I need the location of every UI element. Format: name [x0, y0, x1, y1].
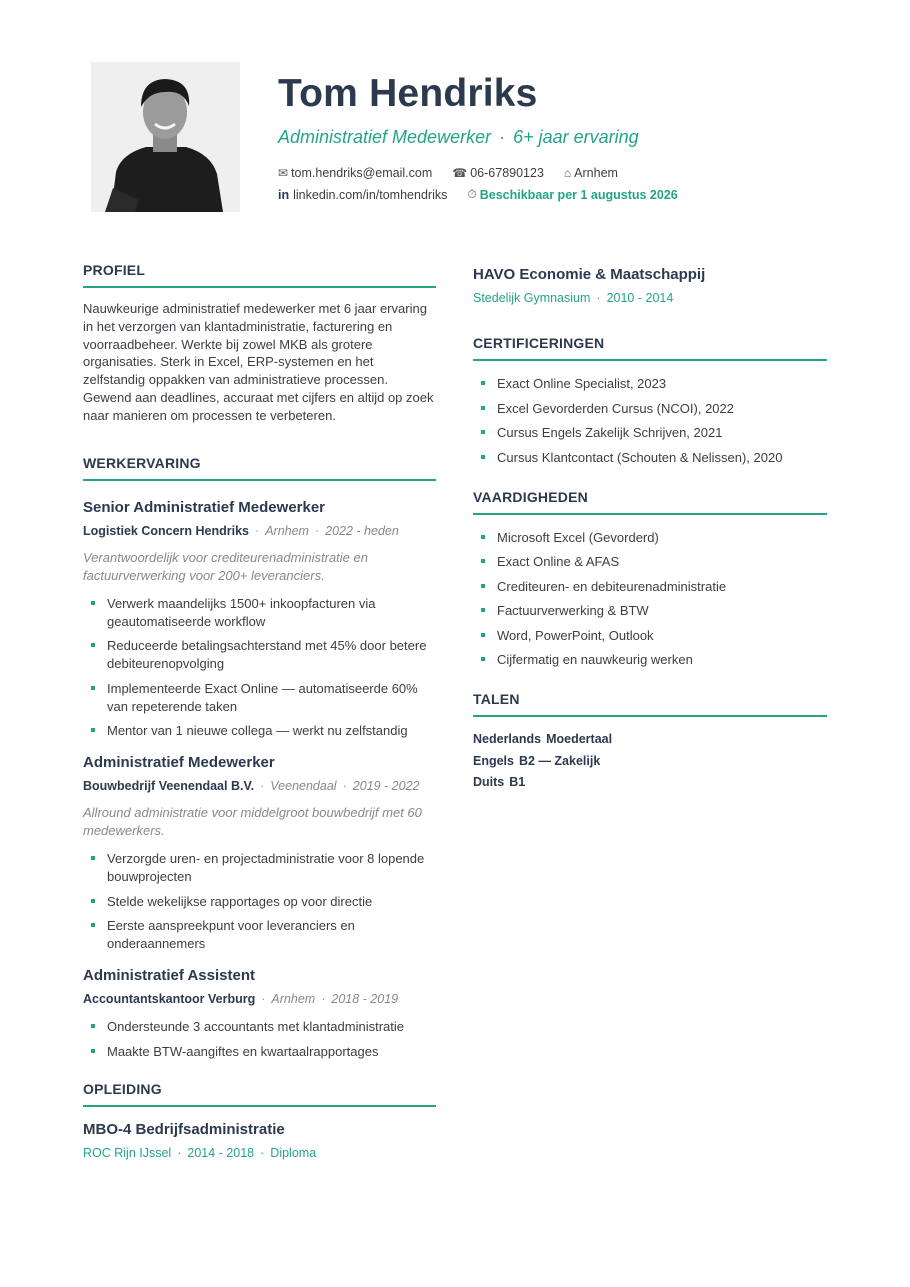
education-period: 2010 - 2014 — [606, 291, 674, 305]
bullet-square-icon — [91, 601, 95, 605]
bullet-square-icon — [481, 430, 485, 434]
bullet-square-icon — [481, 608, 485, 612]
meta-separator: · — [260, 1145, 265, 1160]
education-title: MBO-4 Bedrijfsadministratie — [83, 1120, 285, 1138]
list-item-text: Mentor van 1 nieuwe collega — werkt nu zelfstandig — [107, 723, 408, 739]
phone-icon: ☎ — [452, 166, 468, 180]
language-item — [473, 753, 827, 770]
list-item — [473, 375, 827, 393]
skills-list — [473, 529, 827, 670]
job-location: Arnhem — [271, 992, 316, 1007]
bullet-square-icon — [481, 455, 485, 459]
job-company: Accountantskantoor Verburg — [83, 992, 256, 1007]
meta-separator: · — [261, 992, 266, 1007]
list-item — [83, 595, 436, 631]
meta-separator: · — [177, 1145, 182, 1160]
job-company: Logistiek Concern Hendriks — [83, 523, 250, 538]
bullet-square-icon — [481, 657, 485, 661]
list-item — [83, 1018, 436, 1036]
availability-text: Beschikbaar per 1 augustus 2026 — [479, 187, 678, 202]
list-item-text: Exact Online & AFAS — [497, 554, 620, 569]
bullet-square-icon — [91, 686, 95, 690]
contact-row-primary — [278, 166, 638, 180]
list-item-text: Cijfermatig en nauwkeurig werken — [497, 652, 693, 667]
bullet-square-icon — [91, 923, 95, 927]
bullet-square-icon — [91, 899, 95, 903]
job-entry — [83, 754, 436, 953]
job-achievements — [83, 850, 436, 953]
education-school: ROC Rijn IJssel — [83, 1145, 172, 1160]
list-item — [473, 424, 827, 442]
education-meta — [473, 291, 827, 305]
language-level: Moedertaal — [546, 732, 613, 746]
education-meta — [83, 1146, 436, 1160]
job-location: Veenendaal — [270, 779, 337, 794]
list-item — [473, 627, 827, 645]
list-item — [473, 400, 827, 418]
contact-linkedin[interactable] — [278, 188, 447, 202]
language-item — [473, 731, 827, 748]
education-entry — [83, 1121, 436, 1160]
job-description: Verantwoordelijk voor crediteurenadministratie en factuurverwerking voor 200+ leveranciers. — [83, 549, 368, 583]
job-achievements — [83, 595, 436, 741]
list-item — [83, 850, 436, 886]
bullet-square-icon — [481, 584, 485, 588]
list-item-text: Exact Online Specialist, 2023 — [497, 376, 667, 391]
language-level: B1 — [509, 775, 526, 789]
job-period: 2018 - 2019 — [331, 992, 399, 1007]
list-item-text: Verzorgde uren- en projectadministratie voor 8 lopende bouwprojecten — [107, 851, 425, 885]
section-title-certifications: CERTIFICERINGEN — [473, 335, 827, 361]
certifications-section — [473, 335, 827, 467]
email-text: tom.hendriks@email.com — [291, 166, 433, 180]
meta-separator: · — [255, 523, 260, 538]
list-item-text: Verwerk maandelijks 1500+ inkoopfacturen via geautomatiseerde workflow — [107, 595, 376, 629]
list-item — [83, 1043, 436, 1061]
bullet-square-icon — [91, 728, 95, 732]
phone-text: 06-67890123 — [470, 166, 544, 180]
languages-section — [473, 691, 827, 791]
list-item — [473, 578, 827, 596]
list-item-text: Maakte BTW-aangiftes en kwartaalrapportages — [107, 1043, 379, 1059]
contact-city — [564, 166, 618, 180]
language-item — [473, 774, 827, 791]
stopwatch-icon: ⏱ — [467, 187, 477, 201]
bullet-square-icon — [91, 1024, 95, 1028]
contact-email[interactable] — [278, 166, 432, 180]
section-title-languages: TALEN — [473, 691, 827, 717]
job-period: 2022 - heden — [325, 523, 399, 538]
languages-list — [473, 731, 827, 791]
job-title: Administratief Assistent — [83, 967, 255, 985]
list-item-text: Microsoft Excel (Gevorderd) — [497, 529, 659, 545]
job-entry — [83, 499, 436, 741]
education-section — [83, 1081, 436, 1160]
job-description: Allround administratie voor middelgroot bouwbedrijf met 60 medewerkers. — [83, 805, 422, 839]
job-title: Administratief Medewerker — [83, 754, 275, 772]
job-period: 2019 - 2022 — [352, 779, 420, 794]
list-item — [473, 553, 827, 571]
list-item — [473, 602, 827, 620]
education-title: HAVO Economie & Maatschappij — [473, 266, 706, 283]
section-title-experience: WERKERVARING — [83, 455, 436, 481]
experience-years: 6+ jaar ervaring — [513, 127, 639, 147]
list-item — [83, 637, 436, 673]
job-company: Bouwbedrijf Veenendaal B.V. — [83, 779, 255, 794]
left-column — [83, 262, 436, 1160]
bullet-square-icon — [91, 856, 95, 860]
bullet-square-icon — [481, 406, 485, 410]
headline — [278, 127, 639, 148]
education-extra: Diploma — [270, 1145, 317, 1160]
home-icon: ⌂ — [563, 166, 572, 180]
job-title: Senior Administratief Medewerker — [83, 498, 326, 516]
profile-photo — [91, 62, 240, 212]
headline-separator: · — [499, 127, 506, 147]
job-meta — [83, 992, 436, 1006]
meta-separator: · — [260, 779, 265, 794]
bullet-square-icon — [481, 633, 485, 637]
list-item — [83, 680, 436, 716]
list-item-text: Cursus Klantcontact (Schouten & Nelissen), 2020 — [497, 449, 783, 465]
section-title-education: OPLEIDING — [83, 1081, 436, 1107]
list-item — [473, 449, 827, 467]
skills-section — [473, 489, 827, 670]
availability — [467, 187, 677, 202]
linkedin-text: linkedin.com/in/tomhendriks — [293, 187, 448, 202]
list-item — [83, 917, 436, 953]
candidate-name: Tom Hendriks — [278, 72, 538, 115]
language-name: Engels — [473, 753, 514, 768]
list-item-text: Word, PowerPoint, Outlook — [497, 627, 654, 643]
list-item-text: Excel Gevorderden Cursus (NCOI), 2022 — [497, 400, 734, 416]
meta-separator: · — [596, 291, 601, 305]
meta-separator: · — [342, 779, 347, 794]
list-item-text: Cursus Engels Zakelijk Schrijven, 2021 — [497, 425, 723, 440]
job-meta — [83, 779, 436, 793]
list-item — [83, 893, 436, 911]
list-item-text: Stelde wekelijkse rapportages op voor directie — [107, 893, 373, 909]
list-item-text: Eerste aanspreekpunt voor leveranciers en onderaannemers — [107, 918, 355, 952]
list-item — [473, 651, 827, 669]
section-title-profile: PROFIEL — [83, 262, 436, 288]
bullet-square-icon — [481, 535, 485, 539]
education-school: Stedelijk Gymnasium — [473, 291, 591, 305]
language-name: Nederlands — [473, 732, 542, 746]
section-title-skills: VAARDIGHEDEN — [473, 489, 827, 515]
list-item-text: Factuurverwerking & BTW — [497, 603, 649, 618]
bullet-square-icon — [91, 643, 95, 647]
envelope-icon: ✉ — [278, 166, 289, 180]
profile-photo-image — [91, 62, 240, 212]
job-achievements — [83, 1018, 436, 1061]
list-item-text: Implementeerde Exact Online — automatiseerde 60% van repeterende taken — [107, 680, 418, 714]
list-item-text: Crediteuren- en debiteurenadministratie — [497, 578, 727, 594]
list-item-text: Ondersteunde 3 accountants met klantadministratie — [107, 1019, 405, 1035]
meta-separator: · — [314, 523, 320, 538]
experience-section — [83, 455, 436, 1061]
bullet-square-icon — [481, 559, 485, 563]
education-continued — [473, 266, 827, 305]
profile-text: Nauwkeurige administratief medewerker met 6 jaar ervaring in het verzorgen van klantadministratie, facturering en voorraadbeheer. Werkte bij zowel MKB als grotere organisaties. Sterk in Excel, ERP-systemen en het zelfstandig oppakken van administratieve processen. Gewend aan deadlines, accuraat met cijfers en altijd op zoek naar manieren om processen te verbeteren. — [83, 301, 434, 423]
meta-separator: · — [321, 992, 326, 1007]
list-item — [83, 722, 436, 740]
resume-header — [0, 0, 910, 240]
linkedin-icon: in — [278, 187, 290, 202]
job-location: Arnhem — [265, 523, 309, 538]
language-level: B2 — Zakelijk — [519, 753, 601, 768]
job-entry — [83, 967, 436, 1061]
job-meta — [83, 524, 436, 538]
certifications-list — [473, 375, 827, 467]
bullet-square-icon — [91, 1049, 95, 1053]
profile-section — [83, 262, 436, 425]
education-period: 2014 - 2018 — [187, 1145, 255, 1160]
list-item — [473, 529, 827, 547]
language-name: Duits — [473, 775, 505, 789]
city-text: Arnhem — [574, 166, 618, 180]
job-role: Administratief Medewerker — [278, 127, 492, 147]
contact-phone[interactable] — [452, 166, 544, 180]
contact-row-secondary — [278, 187, 698, 202]
list-item-text: Reduceerde betalingsachterstand met 45% door betere debiteurenopvolging — [107, 638, 427, 672]
bullet-square-icon — [481, 381, 485, 385]
right-column — [473, 262, 827, 796]
